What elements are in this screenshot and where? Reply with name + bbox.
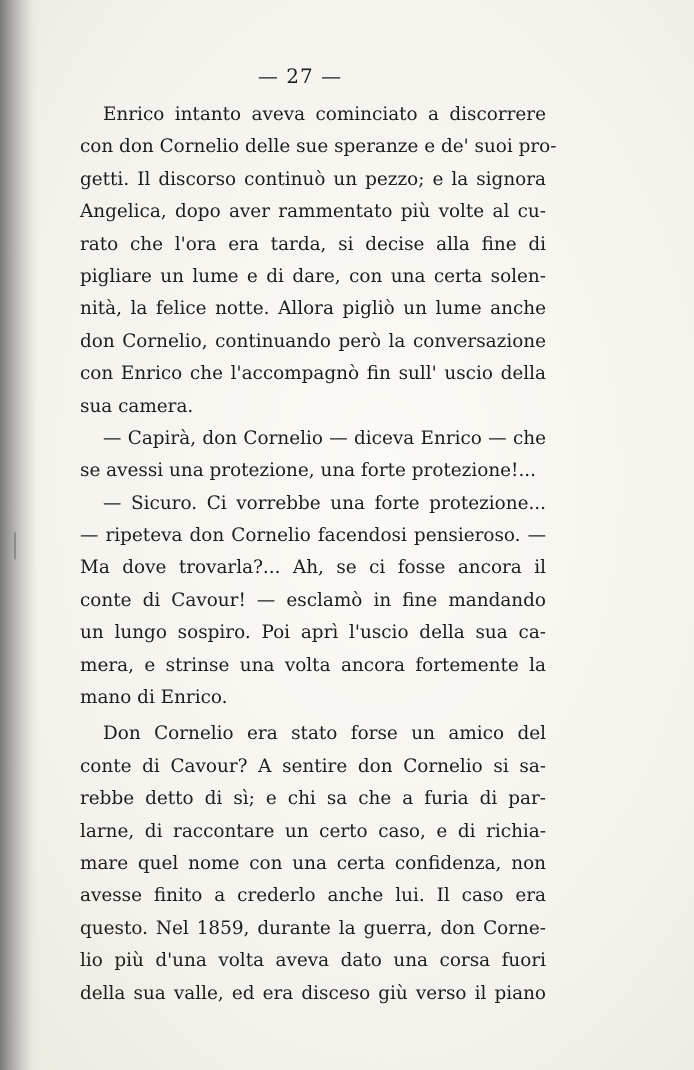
text-line: rato che l'ora era tarda, si decise alla fine di	[80, 233, 546, 255]
text-line: — ripeteva don Cornelio facendosi pensieroso. —	[80, 525, 546, 547]
text-line: con Enrico che l'accompagnò fin sull' uscio della	[80, 363, 546, 385]
text-line: mare quel nome con una certa confidenza, non	[80, 852, 546, 874]
text-line: sua camera.	[80, 395, 194, 417]
text-line: pigliare un lume e di dare, con una certa solen-	[80, 265, 546, 287]
text-line: nità, la felice notte. Allora pigliò un lume anche	[80, 298, 546, 320]
text-line: con don Cornelio delle sue speranze e de' suoi pro-	[80, 136, 557, 158]
text-line: della sua valle, ed era disceso giù verso il piano	[80, 982, 546, 1004]
text-line: conte di Cavour! — esclamò in fine mandando	[80, 589, 546, 611]
text-line: se avessi una protezione, una forte protezione!...	[80, 460, 536, 482]
text-line: mera, e strinse una volta ancora fortemente la	[80, 654, 546, 676]
text-line: mano di Enrico.	[80, 687, 228, 709]
text-line: Enrico intanto aveva cominciato a discorrere	[103, 104, 546, 125]
text-line: Ma dove trovarla?... Ah, se ci fosse ancora il	[80, 557, 546, 579]
text-line: — Sicuro. Ci vorrebbe una forte protezione...	[103, 492, 546, 514]
text-line: conte di Cavour? A sentire don Cornelio si sa-	[80, 755, 546, 777]
text-line: Angelica, dopo aver rammentato più volte al cu-	[80, 201, 546, 223]
text-line: lio più d'una volta aveva dato una corsa fuori	[80, 950, 546, 972]
text-line: avesse finito a crederlo anche lui. Il caso era	[80, 885, 546, 907]
text-line: rebbe detto di sì; e chi sa che a furia di par-	[80, 788, 546, 810]
text-line: larne, di raccontare un certo caso, e di richia-	[80, 820, 546, 842]
text-line: un lungo sospiro. Poi aprì l'uscio della sua ca-	[80, 622, 546, 644]
text-line: getti. Il discorso continuò un pezzo; e la signora	[80, 168, 546, 190]
text-line: don Cornelio, continuando però la conversazione	[80, 330, 546, 352]
text-line: Don Cornelio era stato forse un amico del	[103, 723, 546, 745]
page-number: — 27 —	[257, 64, 343, 88]
body-text	[80, 99, 557, 1010]
text-line: questo. Nel 1859, durante la guerra, don Corne-	[80, 917, 546, 939]
text-line: — Capirà, don Cornelio — diceva Enrico — che	[103, 427, 546, 449]
